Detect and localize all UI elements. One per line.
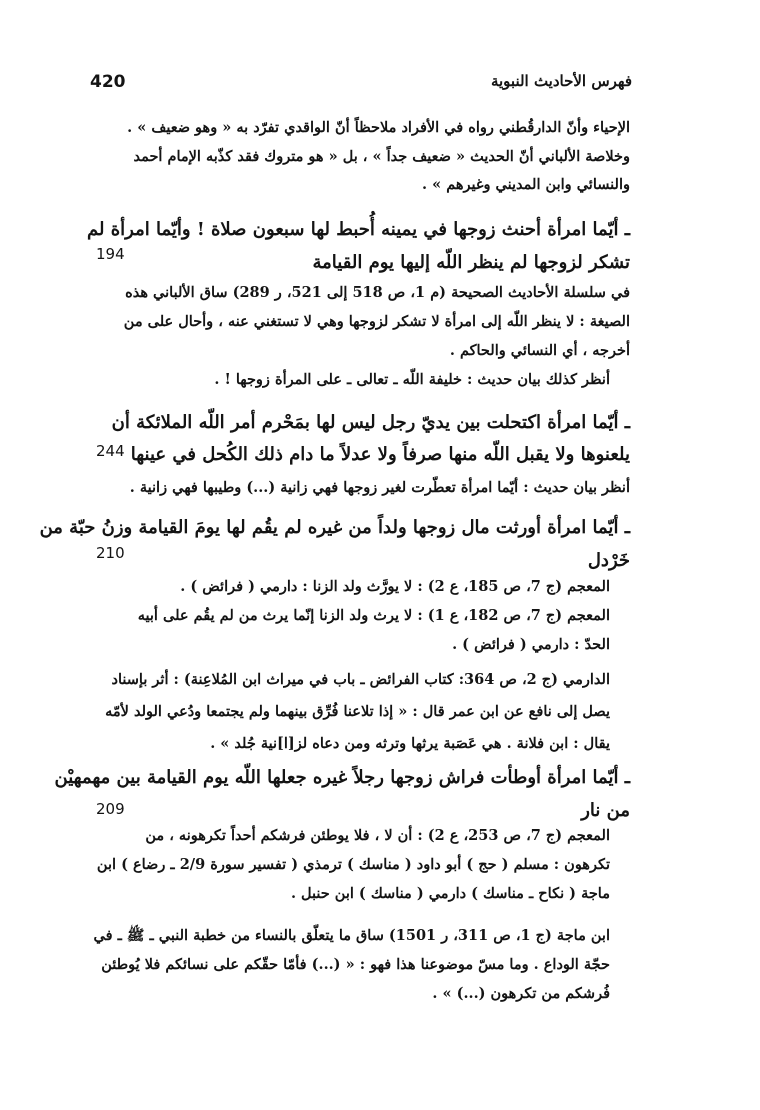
- text-line: المعجم (ج 7، ص 185، ع 2) : لا يورَّث ولد الزنا : دارمي ( فرائض ) .: [180, 578, 610, 595]
- text-line: يصل إلى نافع عن ابن عمر قال : « إذا تلاعنا فُرِّق بينهما ولم يجتمعا ودُعي الولد لأمّه: [105, 703, 610, 720]
- hadith-reference-number: 209: [96, 800, 125, 818]
- text-line: يقال : ابن فلانة . هي عَصَبة يرثها وترثه ومن دعاه لز[ا]نية جُلد » .: [210, 735, 610, 752]
- text-line: ماجة ( نكاح ـ مناسك ) دارمي ( مناسك ) ابن حنبل .: [290, 885, 610, 902]
- text-line: الإحياء وأنّ الدارقُطني رواه في الأفراد ملاحظاً أنّ الواقدي تفرّد به « وهو ضعيف » .: [127, 119, 630, 136]
- hadith-reference-number: 210: [96, 544, 125, 562]
- text-line: فُرشكم من تكرهون (...) » .: [432, 985, 610, 1002]
- page-number: 420: [90, 72, 126, 92]
- hadith-heading: يلعنوها ولا يقبل اللّه منها صرفاً ولا عدلاً ما دام ذلك الكُحل في عينها: [130, 444, 630, 465]
- text-line: أنظر بيان حديث : أيّما امرأة تعطّرت لغير زوجها فهي زانية (...) وطيبها فهي زانية .: [129, 479, 630, 496]
- hadith-heading: ـ أيّما امرأة أورثت مال زوجها ولداً من غيره لم يقُم لها يومَ القيامة وزنُ حبّة من: [39, 517, 630, 538]
- hadith-heading: من نار: [581, 800, 630, 821]
- text-line: أخرجه ، أي النسائي والحاكم .: [449, 342, 630, 359]
- hadith-heading: ـ أيّما امرأة اكتحلت بين يديّ رجل ليس لها بمَحْرم أمر اللّه الملائكة أن: [111, 412, 630, 433]
- hadith-heading: ـ أيّما امرأة أوطأت فراش زوجها رجلاً غيره جعلها اللّه يوم القيامة بين مهمهيْن: [54, 767, 630, 788]
- text-line: المعجم (ج 7، ص 253، ع 2) : أن لا ، فلا يوطئن فرشكم أحداً تكرهونه ، من: [145, 827, 610, 844]
- hadith-heading: تشكر لزوجها لم ينظر اللّه إليها يوم القيامة: [312, 252, 630, 273]
- hadith-heading: ـ أيّما امرأة أحنث زوجها في يمينه أُحبط لها سبعون صلاة ! وأيّما امرأة لم: [86, 219, 630, 240]
- text-line: تكرهون : مسلم ( حج ) أبو داود ( مناسك ) ترمذي ( تفسير سورة 2/9 ـ رضاع ) ابن: [96, 856, 610, 873]
- text-line: الدارمي (ج 2، ص 364: كتاب الفرائض ـ باب في ميراث ابن المُلاعِنة) : أثر بإسناد: [111, 671, 610, 688]
- text-line: ابن ماجة (ج 1، ص 311، ر 1501) ساق ما يتعلّق بالنساء من خطبة النبي ـ ﷺ ـ في: [93, 927, 610, 944]
- text-line: الحدّ : دارمي ( فرائض ) .: [452, 636, 610, 653]
- text-line: وخلاصة الألباني أنّ الحديث « ضعيف جداً » ، بل « هو متروك فقد كذّبه الإمام أحمد: [133, 148, 630, 165]
- text-line: الصيغة : لا ينظر اللّه إلى امرأة لا تشكر لزوجها وهي لا تستغني عنه ، وأحال على من: [123, 313, 630, 330]
- hadith-reference-number: 194: [96, 245, 125, 263]
- text-line: والنسائي وابن المديني وغيرهم » .: [422, 176, 630, 193]
- text-line: المعجم (ج 7، ص 182، ع 1) : لا يرث ولد الزنا إنّما يرث من لم يقُم على أبيه: [137, 607, 610, 624]
- text-line: أنظر كذلك بيان حديث : خليفة اللّه ـ تعالى ـ على المرأة زوجها ! .: [214, 371, 610, 388]
- text-line: في سلسلة الأحاديث الصحيحة (م 1، ص 518 إلى 521، ر 289) ساق الألباني هذه: [125, 284, 630, 301]
- hadith-reference-number: 244: [96, 442, 125, 460]
- text-line: حجّة الوداع . وما مسّ موضوعنا هذا فهو : « (...) فأمّا حقّكم على نسائكم فلا يُوطئن: [101, 956, 610, 973]
- running-header-title: فهرس الأحاديث النبوية: [490, 72, 632, 90]
- hadith-heading: خَرْدل: [587, 550, 630, 571]
